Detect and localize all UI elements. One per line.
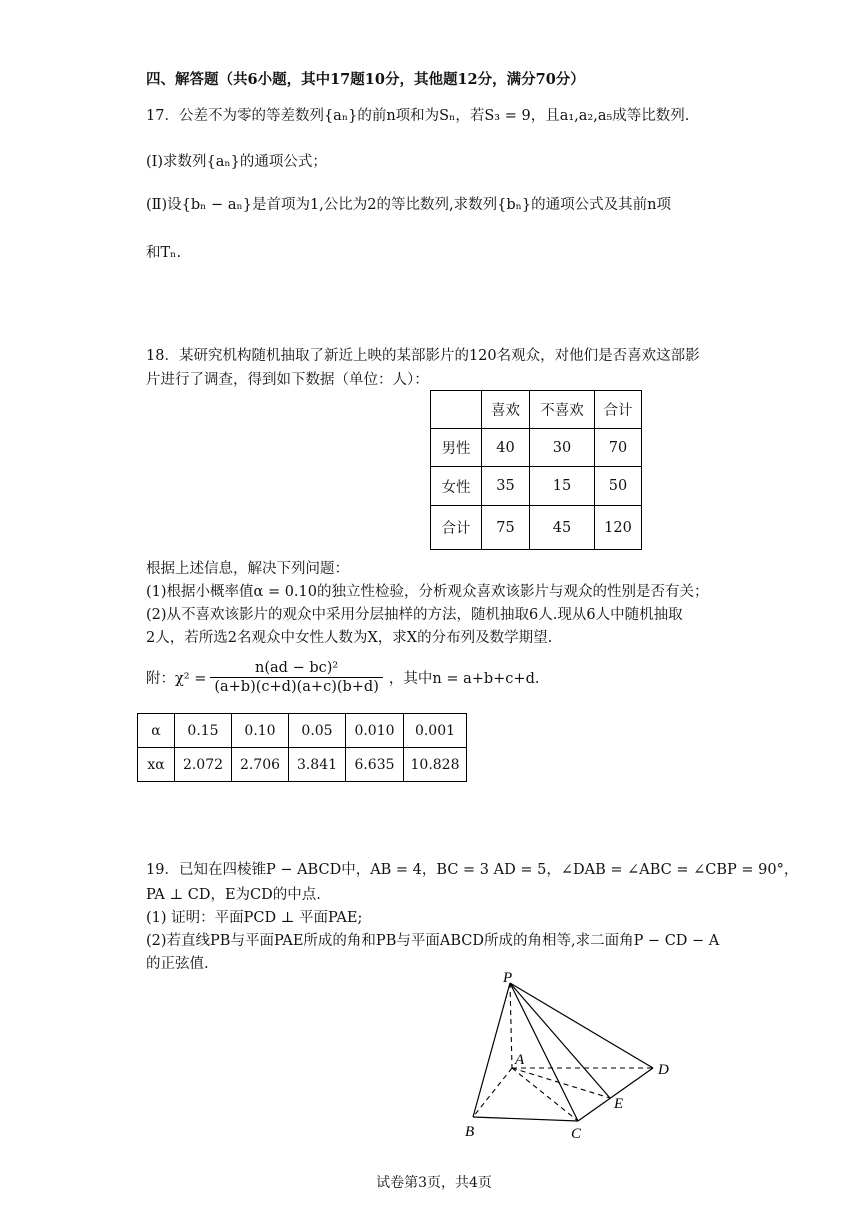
edge-PB (473, 983, 510, 1117)
table-cell: 45 (530, 506, 595, 550)
table-cell: 2.072 (175, 748, 232, 782)
label-A: A (515, 1052, 525, 1068)
page-footer: 试卷第3页，共4页 (376, 1175, 492, 1191)
edge-PA (510, 983, 512, 1068)
table-header-cell: 喜欢 (482, 391, 530, 429)
q17-part1: (Ⅰ)求数列{aₙ}的通项公式； (146, 154, 327, 170)
table-cell: 30 (530, 429, 595, 467)
edge-BC (473, 1117, 578, 1121)
q19-part2b: 的正弦值. (146, 956, 209, 972)
label-E: E (614, 1096, 624, 1112)
edge-AC (512, 1068, 578, 1121)
q19-line1: 19．已知在四棱锥P − ABCD中，AB = 4，BC = 3 AD = 5，∠DAB = ∠ABC = ∠CBP = 90°， (146, 862, 799, 878)
q18-line2: 片进行了调查，得到如下数据（单位：人）： (146, 372, 429, 388)
edge-PE (510, 983, 610, 1098)
q18-part1: (1)根据小概率值α = 0.10的独立性检验，分析观众喜欢该影片与观众的性别是否有关； (146, 584, 709, 600)
table-cell: 女性 (431, 467, 482, 506)
table-cell: 50 (595, 467, 642, 506)
table-cell: 10.828 (404, 748, 467, 782)
q19-part1: (1) 证明：平面PCD ⊥ 平面PAE; (146, 910, 363, 926)
table-cell: 120 (595, 506, 642, 550)
formula-suffix: ，其中n = a+b+c+d. (388, 671, 540, 687)
edge-AE (512, 1068, 610, 1098)
formula-fraction (210, 660, 383, 695)
chi-square-formula (146, 660, 539, 695)
table-cell: 40 (482, 429, 530, 467)
q18-intro: 根据上述信息，解决下列问题： (146, 561, 349, 577)
table-header-cell: 合计 (595, 391, 642, 429)
table-cell: 0.15 (175, 714, 232, 748)
critical-value-table (137, 713, 467, 782)
table-cell: xα (138, 748, 175, 782)
table-cell: 75 (482, 506, 530, 550)
label-B: B (465, 1124, 475, 1140)
table-cell: 2.706 (232, 748, 289, 782)
label-D: D (658, 1062, 669, 1078)
label-P: P (503, 970, 513, 986)
formula-prefix: 附：χ² = (146, 671, 207, 687)
label-C: C (571, 1126, 582, 1142)
table-cell: 15 (530, 467, 595, 506)
q18-part2b: 2人，若所选2名观众中女性人数为X，求X的分布列及数学期望. (146, 630, 553, 646)
q18-part2a: (2)从不喜欢该影片的观众中采用分层抽样的方法，随机抽取6人.现从6人中随机抽取 (146, 607, 683, 623)
table-cell: α (138, 714, 175, 748)
edge-AB (473, 1068, 512, 1117)
table-cell: 0.10 (232, 714, 289, 748)
edge-CD (578, 1068, 653, 1121)
table-cell: 男性 (431, 429, 482, 467)
table-cell: 0.010 (346, 714, 404, 748)
formula-numerator: n(ad − bc)² (210, 660, 383, 678)
table-header-cell (431, 391, 482, 429)
table-cell: 35 (482, 467, 530, 506)
table-cell: 0.05 (289, 714, 346, 748)
q19-part2a: (2)若直线PB与平面PAE所成的角和PB与平面ABCD所成的角相等,求二面角P − CD − A (146, 933, 720, 949)
q18-survey-table (430, 390, 642, 550)
table-cell: 70 (595, 429, 642, 467)
q17-line1: 17．公差不为零的等差数列{aₙ}的前n项和为Sₙ，若S₃ = 9，且a₁,a₂,a₅成等比数列. (146, 108, 690, 124)
table-cell: 3.841 (289, 748, 346, 782)
section-title: 四、解答题（共6小题，其中17题10分，其他题12分，满分70分） (146, 71, 585, 88)
table-cell: 6.635 (346, 748, 404, 782)
table-cell: 合计 (431, 506, 482, 550)
table-header-cell: 不喜欢 (530, 391, 595, 429)
q17-part2a: (Ⅱ)设{bₙ − aₙ}是首项为1,公比为2的等比数列,求数列{bₙ}的通项公式及其前n项 (146, 197, 671, 213)
q19-line2: PA ⊥ CD，E为CD的中点. (146, 887, 321, 903)
q18-line1: 18．某研究机构随机抽取了新近上映的某部影片的120名观众，对他们是否喜欢这部影 (146, 348, 700, 364)
q17-part2b: 和Tₙ. (146, 245, 182, 261)
formula-denominator: (a+b)(c+d)(a+c)(b+d) (214, 679, 379, 695)
table-cell: 0.001 (404, 714, 467, 748)
pyramid-figure (455, 968, 685, 1143)
